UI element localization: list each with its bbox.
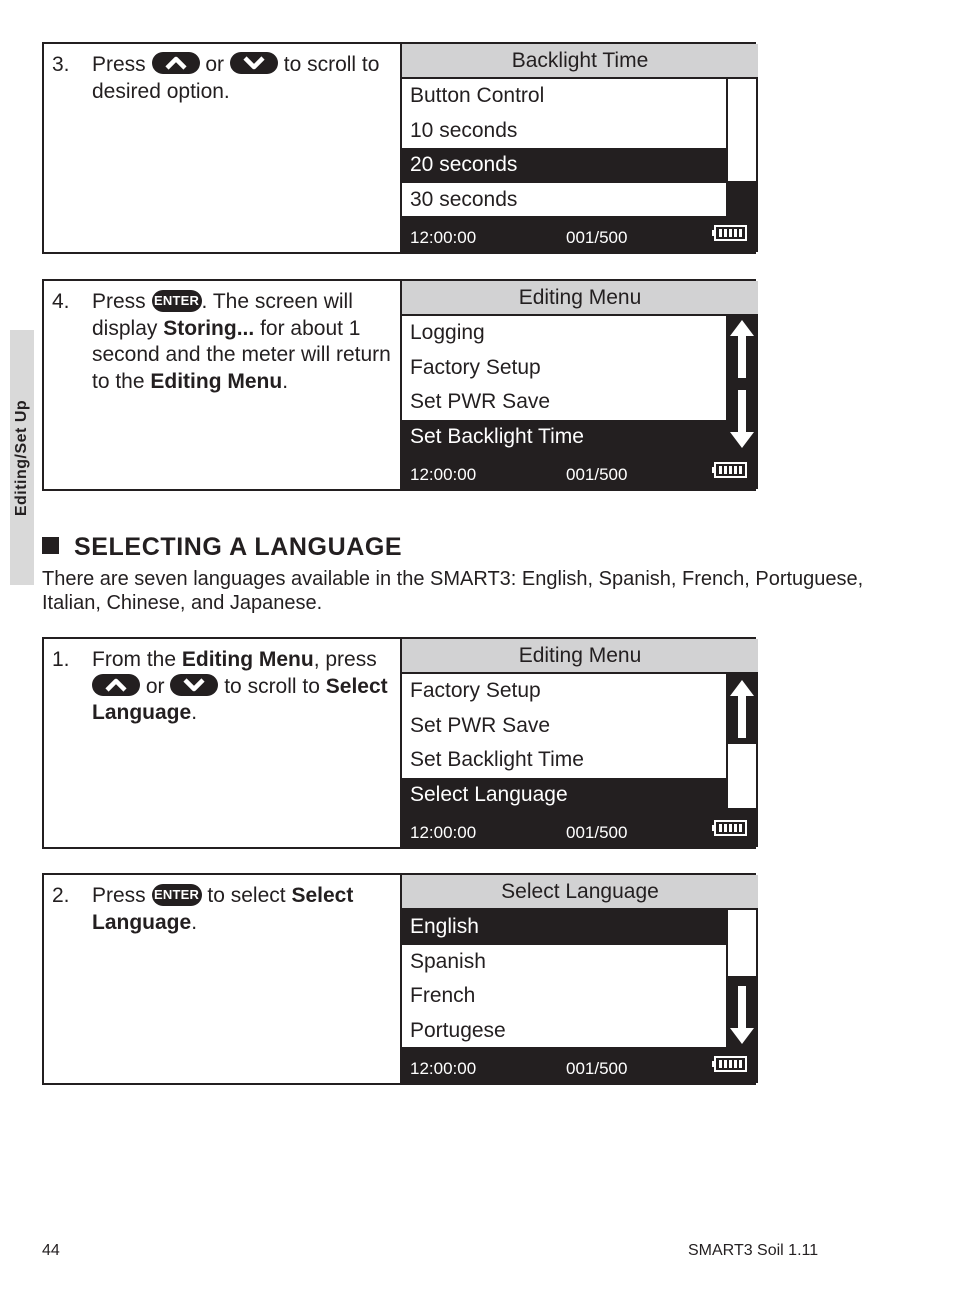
list-item: Spanish: [402, 945, 726, 980]
scrollbar-track: [728, 79, 756, 181]
scrollbar-track: [728, 910, 756, 976]
step-number: 2.: [52, 884, 70, 907]
text-part: , press: [313, 648, 377, 671]
scrollbar: [726, 79, 758, 217]
down-arrow-button-icon: [230, 52, 278, 74]
text-bold: Storing...: [163, 316, 255, 340]
text-part: .: [282, 369, 289, 393]
intro-paragraph: There are seven languages available in the SMART3: English, Spanish, French, Portuguese, Italian, Chinese, and Japanese.: [42, 568, 864, 614]
scrollbar: [726, 910, 758, 1048]
status-bar: [402, 453, 758, 489]
list-item: Factory Setup: [402, 674, 726, 709]
screen-title: Editing Menu: [402, 639, 758, 674]
list-item-selected: 20 seconds: [402, 148, 726, 183]
footer-doc-title: SMART3 Soil 1.11: [688, 1242, 819, 1259]
page-number: 44: [42, 1242, 60, 1259]
status-time: 12:00:00: [410, 465, 477, 484]
list-item-selected: English: [402, 910, 726, 945]
status-bar: [402, 811, 758, 847]
status-count: 001/500: [566, 465, 628, 484]
battery-icon: [712, 820, 748, 836]
list-item: Button Control: [402, 79, 726, 114]
step-number: 4.: [52, 290, 70, 313]
status-bar: [402, 1047, 758, 1083]
screen-title: Select Language: [402, 875, 758, 910]
list-item: Set PWR Save: [402, 709, 726, 744]
scrollbar: [726, 316, 758, 454]
list-item: Set Backlight Time: [402, 743, 726, 778]
text-bold: Editing Menu: [181, 648, 314, 671]
text-press: Press: [92, 53, 146, 76]
step-box-4: [42, 279, 756, 491]
scrollbar: [726, 674, 758, 812]
screen-list: [402, 316, 726, 454]
screen-list: [402, 674, 726, 812]
scrollbar-track: [728, 744, 756, 808]
screen-list: [402, 79, 726, 217]
up-arrow-button-icon: [152, 52, 200, 74]
list-item: Factory Setup: [402, 351, 726, 386]
screen-title: Backlight Time: [402, 44, 758, 79]
battery-icon: [712, 225, 748, 241]
text-press: Press: [92, 884, 146, 907]
screen-list: [402, 910, 726, 1048]
square-bullet-icon: [42, 537, 59, 554]
text-part: From the: [92, 648, 177, 671]
status-count: 001/500: [566, 1059, 628, 1078]
down-arrow-button-icon: [170, 674, 218, 696]
status-time: 12:00:00: [410, 228, 477, 247]
text-part: . The screen will display: [92, 290, 353, 340]
text-bold: Select Language: [92, 674, 388, 724]
text-part: to select: [207, 884, 286, 907]
text-press: Press: [92, 290, 146, 313]
scroll-down-arrow-icon: [730, 390, 754, 448]
text-or: or: [145, 674, 165, 698]
list-item-selected: Select Language: [402, 778, 726, 813]
meter-screen: [400, 281, 758, 489]
side-section-tab: [10, 330, 34, 585]
enter-button-icon: ENTER: [152, 290, 202, 312]
screen-title: Editing Menu: [402, 281, 758, 316]
battery-icon: [712, 462, 748, 478]
scroll-down-arrow-icon: [730, 986, 754, 1044]
list-item: Set PWR Save: [402, 385, 726, 420]
text-bold: Editing Menu: [150, 369, 283, 393]
step-number: 1.: [52, 648, 70, 671]
step-number: 3.: [52, 53, 70, 76]
scroll-up-arrow-icon: [730, 680, 754, 738]
meter-screen: [400, 875, 758, 1083]
list-item: Portugese: [402, 1014, 726, 1049]
section-title-text: SELECTING A LANGUAGE: [74, 533, 403, 561]
text-or: or: [205, 53, 225, 76]
text-part: to scroll to: [224, 674, 320, 698]
section-heading: [42, 533, 402, 562]
step-box-1: [42, 637, 756, 849]
scroll-up-arrow-icon: [730, 320, 754, 378]
list-item: Logging: [402, 316, 726, 351]
text-part: .: [191, 701, 198, 724]
battery-icon: [712, 1056, 748, 1072]
status-bar: [402, 216, 758, 252]
text-part: .: [191, 910, 198, 934]
text-part: for about 1 second and the meter will return to the: [92, 316, 391, 393]
list-item: French: [402, 979, 726, 1014]
status-count: 001/500: [566, 823, 628, 842]
up-arrow-button-icon: [92, 674, 140, 696]
meter-screen: [400, 639, 758, 847]
text-bold: Select Language: [92, 884, 354, 934]
step-box-3: [42, 42, 756, 254]
status-count: 001/500: [566, 228, 628, 247]
text-scroll: to scroll to desired option.: [92, 53, 380, 103]
status-time: 12:00:00: [410, 823, 477, 842]
step-box-2: [42, 873, 756, 1085]
status-time: 12:00:00: [410, 1059, 477, 1078]
meter-screen: [400, 44, 758, 252]
list-item: 10 seconds: [402, 114, 726, 149]
side-tab-label: Editing/Set Up: [13, 399, 30, 516]
enter-button-icon: ENTER: [152, 884, 202, 906]
list-item-selected: Set Backlight Time: [402, 420, 726, 455]
list-item: 30 seconds: [402, 183, 726, 218]
